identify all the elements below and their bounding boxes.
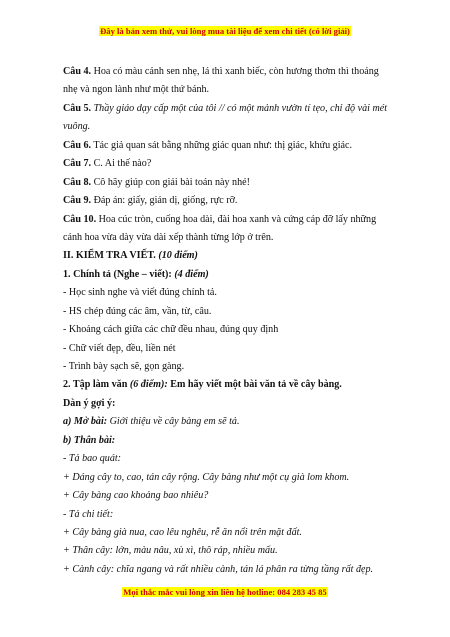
section-2-points: (10 điểm): [158, 250, 198, 262]
answer-9-label: Câu 9.: [63, 195, 92, 207]
preview-notice-banner: [0, 26, 450, 36]
part-1-title: 1. Chính tả (Nghe – viết):: [63, 268, 175, 280]
answer-10-label: Câu 10.: [63, 213, 97, 225]
answer-6-line: [63, 137, 393, 155]
answer-10-line-2: cánh hoa vừa dày vừa dài xếp thành từng lớp ở trên.: [63, 231, 274, 243]
answer-6-label: Câu 6.: [63, 139, 92, 151]
answer-9-text: Đáp án: giấy, gián dị, giống, rực rỡ.: [91, 195, 238, 207]
answer-5-text-1: Thầy giáo dạy cấp một của tôi // có một mảnh vườn tí tẹo, chỉ độ vài mét: [91, 102, 388, 114]
document-body: [63, 63, 393, 579]
answer-9-line: [63, 192, 393, 210]
answer-8-line: [63, 174, 393, 192]
outline-body-item: - Tả bao quát:: [63, 453, 122, 465]
part-2-prompt: Em hãy viết một bài văn tả về cây bàng.: [167, 379, 342, 391]
part-1-item: - Chữ viết đẹp, đều, liền nét: [63, 342, 176, 354]
answer-10-line-1: [63, 211, 393, 229]
answer-5-line-1: [63, 100, 393, 118]
part-2-heading: [63, 376, 393, 394]
outline-body-item: - Tả chi tiết:: [63, 508, 114, 520]
part-1-item: - Học sinh nghe và viết đúng chính tả.: [63, 287, 217, 299]
outline-body-item: + Cây bàng già nua, cao lêu nghêu, rễ ăn nổi trên mặt đất.: [63, 526, 302, 538]
hotline-banner: [0, 587, 450, 597]
hotline-text: Mọi thắc mắc vui lòng xin liên hệ hotline: 084 283 45 85: [123, 587, 327, 597]
section-2-title: II. KIỂM TRA VIẾT.: [63, 250, 159, 262]
section-2-heading: [63, 247, 393, 265]
outline-intro-text: Giới thiệu về cây bàng em sẽ tả.: [107, 416, 240, 428]
answer-8-label: Câu 8.: [63, 176, 92, 188]
answer-10-text-1: Hoa cúc tròn, cuống hoa dài, đài hoa xanh và cứng cáp đỡ lấy những: [96, 213, 377, 225]
outline-body-item: + Cành cây: chĩa ngang và rất nhiều cành, tán lá phân ra từng tầng rất đẹp.: [63, 563, 374, 575]
answer-4-text-1: Hoa có màu cánh sen nhẹ, lá thì xanh biếc, còn hương thơm thì thoảng: [91, 66, 379, 77]
answer-4-label: Câu 4.: [63, 66, 92, 77]
outline-heading: Dàn ý gợi ý:: [63, 397, 116, 409]
answer-4-line-2: nhẹ và ngon lành như một thứ bánh.: [63, 84, 210, 96]
answer-6-text: Tác giả quan sát bằng những giác quan như: thị giác, khứu giác.: [91, 139, 352, 151]
answer-7-text: C. Ai thế nào?: [91, 158, 152, 170]
answer-8-text: Cô hãy giúp con giải bài toán này nhé!: [91, 176, 250, 188]
outline-body-item: + Thân cây: lớn, màu nâu, xù xì, thô ráp, nhiều mấu.: [63, 545, 278, 557]
outline-body-label: b) Thân bài:: [63, 434, 116, 446]
answer-4-line-1: [63, 63, 393, 81]
answer-5-line-2: vuông.: [63, 121, 91, 133]
outline-intro-label: a) Mở bài:: [63, 416, 108, 428]
outline-body-item: + Cây bàng cao khoảng bao nhiêu?: [63, 490, 209, 502]
part-1-item: - Khoảng cách giữa các chữ đều nhau, đúng quy định: [63, 324, 279, 336]
preview-notice-text: Đây là bản xem thử, vui lòng mua tài liệu để xem chi tiết (có lời giải): [100, 26, 350, 36]
answer-7-label: Câu 7.: [63, 158, 92, 170]
outline-body-item: + Dáng cây to, cao, tán cây rộng. Cây bàng như một cụ già lom khom.: [63, 471, 350, 483]
part-1-points: (4 điểm): [174, 268, 209, 280]
answer-5-label: Câu 5.: [63, 102, 92, 114]
part-2-title: 2. Tập làm văn: [63, 379, 130, 391]
outline-intro: [63, 413, 393, 431]
part-1-heading: [63, 266, 393, 284]
part-1-item: - Trình bày sạch sẽ, gọn gàng.: [63, 361, 185, 372]
part-1-item: - HS chép đúng các âm, vần, từ, câu.: [63, 305, 212, 317]
answer-7-line: [63, 155, 393, 173]
part-2-points: (6 điểm):: [129, 379, 168, 391]
